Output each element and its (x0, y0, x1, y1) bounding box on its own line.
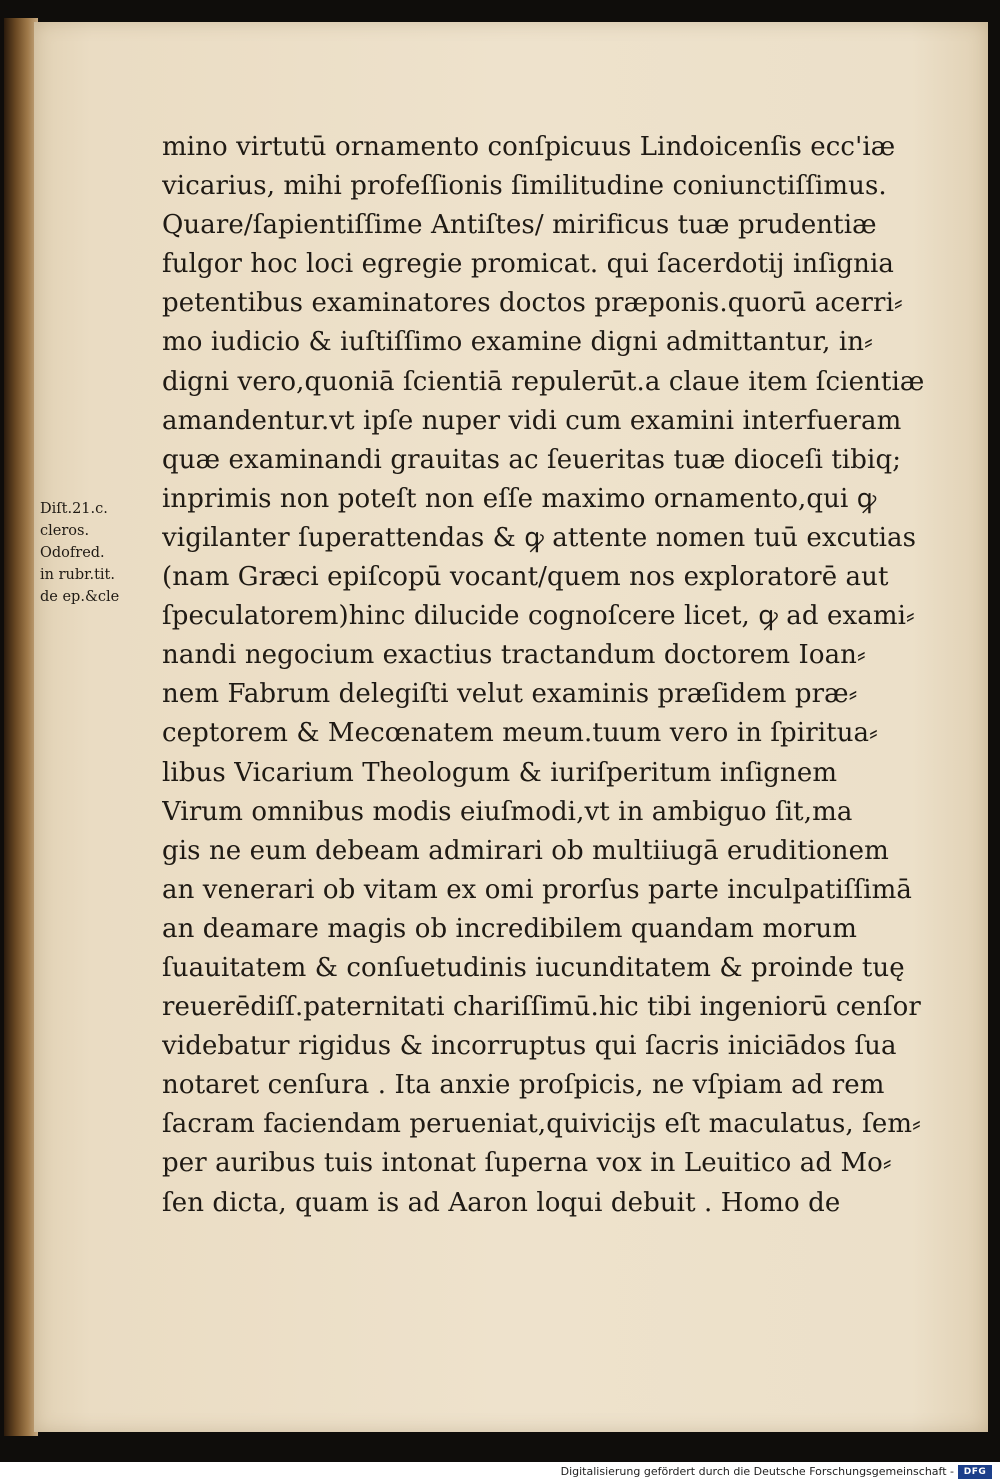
text-line: nem Fabrum delegiſti velut examinis præſidem præ⸗ (162, 679, 858, 710)
text-line: mino virtutū ornamento conſpicuus Lindoicenſis ecc'iæ (162, 132, 896, 162)
text-line: notaret cenſura . Ita anxie proſpicis, ne vſpiam ad rem (162, 1070, 885, 1101)
digitization-footer (0, 1462, 1000, 1483)
text-line: petentibus examinatores doctos præponis.quorū acerri⸗ (162, 288, 903, 319)
text-line: ſen dicta, quam is ad Aaron loqui debuit . Homo de (162, 1187, 841, 1218)
text-line: ceptorem & Mecœnatem meum.tuum vero in ſpiritua⸗ (162, 718, 878, 749)
text-line: ſpeculatorem)hinc dilucide cognoſcere licet, ꝙ ad exami⸗ (162, 601, 915, 632)
text-line: inprimis non poteſt non eſſe maximo ornamento,qui ꝙ (162, 483, 877, 514)
text-line: ſacram faciendam perueniat,quivicijs eſt maculatus, ſem⸗ (162, 1109, 921, 1140)
text-line: gis ne eum debeam admirari ob multiiugā eruditionem (162, 835, 889, 866)
text-line: vigilanter ſuperattendas & ꝙ attente nomen tuū excutias (162, 522, 917, 553)
text-line: Quare/ſapientiſſime Antiſtes/ mirificus tuæ prudentiæ (162, 210, 877, 241)
text-line: nandi negocium exactius tractandum doctorem Ioan⸗ (162, 640, 866, 671)
text-line: reuerēdiſſ.paternitati chariſſimū.hic tibi ingeniorū cenſor (162, 992, 921, 1023)
dfg-logo[interactable]: DFG (958, 1465, 992, 1479)
margin-note (40, 498, 158, 608)
margin-note-line: cleros. (40, 523, 90, 539)
text-line: an deamare magis ob incredibilem quandam morum (162, 913, 857, 944)
margin-note-line: Odofred. (40, 545, 105, 561)
margin-note-line: Diſt.21.c. (40, 501, 108, 517)
text-line: ſuauitatem & conſuetudinis iucunditatem & proinde tuę (162, 952, 905, 983)
text-line: amandentur.vt ipſe nuper vidi cum examini interfueram (162, 405, 902, 436)
funding-credit: Digitalisierung gefördert durch die Deutsche Forschungsgemeinschaft - (560, 1465, 954, 1478)
body-text (162, 128, 942, 1223)
text-line: per auribus tuis intonat ſuperna vox in Leuitico ad Mo⸗ (162, 1148, 892, 1179)
text-line: Virum omnibus modis eiuſmodi,vt in ambiguo ſit,ma (162, 796, 853, 827)
margin-note-line: in rubr.tit. (40, 567, 115, 583)
text-line: videbatur rigidus & incorruptus qui ſacris iniciādos ſua (162, 1031, 897, 1062)
text-line: digni vero,quoniā ſcientiā repulerūt.a claue item ſcientiæ (162, 366, 925, 397)
text-line: mo iudicio & iuſtiſſimo examine digni admittantur, in⸗ (162, 327, 873, 358)
text-line: (nam Græci epiſcopū vocant/quem nos exploratorē aut (162, 562, 889, 593)
text-line: vicarius, mihi profeſſionis ſimilitudine coniunctiſſimus. (162, 171, 887, 202)
text-line: quæ examinandi grauitas ac ſeueritas tuæ dioceſi tibiq; (162, 444, 902, 475)
text-line: libus Vicarium Theologum & iuriſperitum inſignem (162, 757, 838, 788)
book-spine-edge (4, 18, 38, 1436)
text-line: fulgor hoc loci egregie promicat. qui ſacerdotij inſignia (162, 249, 894, 280)
margin-note-line: de ep.&cle (40, 589, 120, 605)
text-line: an venerari ob vitam ex omi prorſus parte inculpatiſſimā (162, 874, 913, 905)
